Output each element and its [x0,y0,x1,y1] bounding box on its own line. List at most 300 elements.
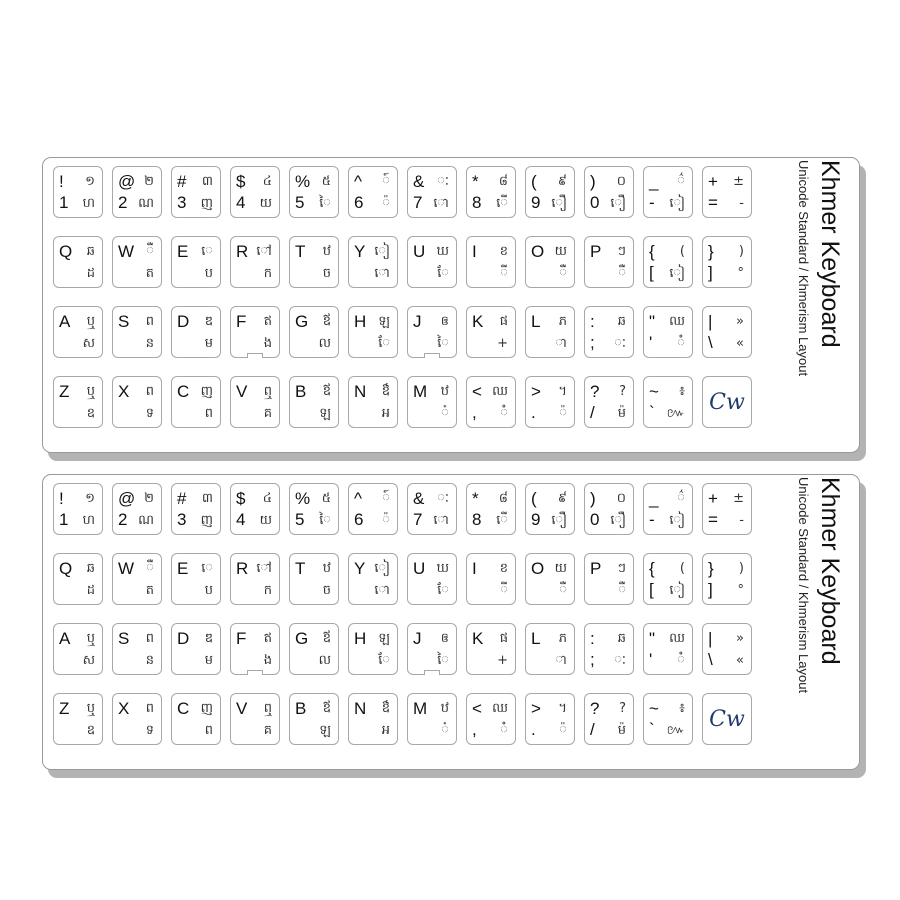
key-latin-upper: D [177,312,190,331]
key-sticker[interactable] [348,166,398,218]
key-latin-lower: 2 [118,510,128,529]
key-latin-lower: 0 [590,193,600,212]
key-latin-upper: ? [590,699,600,718]
key-khmer-shift: ± [733,491,744,506]
title-block [761,158,853,452]
key-latin-upper: % [295,172,311,191]
key-khmer-shift: ផ [499,631,508,646]
key-khmer-base: ស [82,336,95,351]
key-khmer-base: ៎ [441,406,449,421]
home-row-bump [247,353,263,358]
key-latin-upper: | [708,629,713,648]
key-latin-upper: " [649,629,656,648]
key-latin-lower: , [472,720,477,739]
key-khmer-shift: ៌ [677,491,685,506]
key-latin-upper: : [590,629,595,648]
key-sticker[interactable] [112,483,162,535]
key-khmer-shift: ៣ [201,174,213,189]
key-latin-lower: - [649,510,655,529]
key-sticker[interactable] [289,236,339,288]
key-latin-upper: W [118,559,135,578]
key-khmer-shift: ឈ [492,384,508,399]
key-sticker[interactable] [289,623,339,675]
key-latin-lower: = [708,510,718,529]
key-latin-lower: 1 [59,193,69,212]
key-sticker[interactable] [230,376,280,428]
key-sticker[interactable] [584,693,634,745]
key-sticker[interactable] [702,483,752,535]
key-khmer-base: យ [259,513,272,528]
key-latin-upper: V [236,382,248,401]
key-khmer-base: ° [737,583,744,598]
key-sticker[interactable] [702,236,752,288]
key-khmer-base: ល [318,336,331,351]
key-khmer-shift: ៖ [679,701,685,716]
key-latin-upper: X [118,699,130,718]
key-khmer-shift: ± [733,174,744,189]
key-khmer-base: ដ [86,266,95,281]
key-sticker[interactable] [466,376,516,428]
key-latin-lower: 1 [59,510,69,529]
key-khmer-base: ញ [200,513,213,528]
key-latin-lower: 7 [413,193,423,212]
key-sticker[interactable] [407,693,457,745]
key-sticker[interactable] [407,166,457,218]
key-latin-upper: S [118,312,130,331]
key-latin-lower: \ [708,650,713,669]
key-sticker[interactable] [348,376,398,428]
sheet-subtitle: Unicode Standard / Khmerism Layout [796,160,811,377]
key-khmer-base: ល [318,653,331,668]
key-sticker[interactable] [289,166,339,218]
key-khmer-base: ញ [200,196,213,211]
key-khmer-shift: ៨ [498,174,508,189]
key-sticker[interactable] [171,376,221,428]
key-sticker[interactable] [230,306,280,358]
key-latin-lower: 4 [236,193,246,212]
key-sticker[interactable] [466,483,516,535]
key-sticker[interactable] [289,553,339,605]
key-khmer-shift: ៅ [256,561,272,576]
key-sticker[interactable] [53,693,103,745]
key-khmer-shift: ឋ [322,561,331,576]
key-khmer-base: ៀ [669,196,685,211]
key-sticker[interactable] [230,693,280,745]
key-khmer-base: អ [381,723,390,738]
key-khmer-base: - [739,513,744,528]
key-khmer-shift: ៨ [498,491,508,506]
key-khmer-base: ី [500,266,508,281]
key-latin-upper: ! [59,489,64,508]
key-sticker[interactable] [112,166,162,218]
key-latin-lower: 6 [354,193,364,212]
key-sticker[interactable] [348,623,398,675]
key-latin-lower: 4 [236,510,246,529]
key-sticker[interactable] [525,236,575,288]
key-latin-upper: $ [236,172,246,191]
key-latin-upper: ( [531,489,537,508]
key-khmer-base: ឺ [618,583,626,598]
key-sticker[interactable] [643,693,693,745]
keyboard-sticker-sheet-2 [42,474,860,770]
key-latin-upper: H [354,629,367,648]
key-khmer-shift: ឈ [492,701,508,716]
key-khmer-shift: ០ [616,174,626,189]
key-sticker[interactable] [289,376,339,428]
key-latin-upper: < [472,382,482,401]
key-sticker[interactable] [53,623,103,675]
key-khmer-base: ៉ [382,196,390,211]
key-khmer-shift: ឌ [204,314,213,329]
key-khmer-shift: ឋ [322,244,331,259]
key-khmer-base: ឺ [559,583,567,598]
key-latin-upper: * [472,172,479,191]
key-khmer-shift: ឺ [146,244,154,259]
key-khmer-shift: ៥ [321,491,331,506]
key-khmer-base: ែ [378,336,390,351]
key-khmer-shift: ០ [616,491,626,506]
key-khmer-base: ម [204,336,213,351]
key-khmer-base: ត [145,266,154,281]
key-latin-upper: # [177,172,187,191]
key-khmer-shift: ៍ [382,174,390,189]
key-latin-lower: . [531,720,536,739]
keyboard-sticker-sheet-1 [42,157,860,453]
key-khmer-shift: ៍ [382,491,390,506]
key-sticker[interactable] [525,693,575,745]
key-sticker[interactable] [53,236,103,288]
key-latin-lower: ; [590,650,595,669]
key-khmer-base: ឿ [551,513,567,528]
key-khmer-shift: ឥ [263,631,272,646]
key-khmer-shift: ២ [144,491,154,506]
key-latin-upper: G [295,312,309,331]
key-sticker[interactable] [53,376,103,428]
key-khmer-shift: » [736,631,744,646]
key-sticker[interactable] [407,306,457,358]
key-khmer-base: ឿ [610,513,626,528]
key-khmer-shift: ៤ [262,491,272,506]
key-latin-upper: P [590,242,602,261]
key-sticker[interactable] [407,376,457,428]
key-khmer-shift: ឬ [86,631,95,646]
key-sticker[interactable] [112,376,162,428]
key-latin-upper: + [708,172,718,191]
key-khmer-base: ើ [496,196,508,211]
key-sticker[interactable] [289,693,339,745]
key-sticker[interactable] [466,623,516,675]
key-sticker[interactable] [53,553,103,605]
key-khmer-shift: ឡ [378,631,390,646]
key-sticker[interactable] [53,166,103,218]
key-sticker[interactable] [348,236,398,288]
key-khmer-base: ហ [82,513,95,528]
key-sticker[interactable] [584,376,634,428]
key-latin-upper: G [295,629,309,648]
key-sticker[interactable] [112,236,162,288]
key-latin-upper: ) [590,172,596,191]
key-khmer-shift: ៀ [374,244,390,259]
key-sticker[interactable] [702,553,752,605]
key-sticker[interactable] [466,166,516,218]
key-khmer-shift: ៈ [437,491,449,506]
key-sticker[interactable] [230,483,280,535]
key-khmer-shift: ឮ [263,701,272,716]
key-sticker[interactable] [525,306,575,358]
key-sticker[interactable] [643,306,693,358]
key-sticker[interactable] [407,623,457,675]
key-sticker[interactable] [230,553,280,605]
key-latin-upper: F [236,312,247,331]
key-khmer-base: ៉ [559,406,567,421]
key-latin-upper: + [708,489,718,508]
key-sticker[interactable] [584,553,634,605]
key-sticker[interactable] [171,483,221,535]
logo-key[interactable] [702,693,752,745]
key-khmer-shift: ) [738,244,744,259]
key-khmer-base: ទ [145,406,154,421]
key-khmer-shift: ឈ [669,631,685,646]
key-khmer-shift: ខ [499,561,508,576]
key-khmer-shift: ញ [200,384,213,399]
key-khmer-base: ប [204,266,213,281]
key-latin-upper: # [177,489,187,508]
key-khmer-shift: ( [679,244,685,259]
key-latin-lower: ] [708,580,713,599]
key-sticker[interactable] [230,166,280,218]
key-khmer-base: ៃ [437,653,449,668]
key-latin-lower: 8 [472,510,482,529]
key-khmer-shift: ឋ [440,701,449,716]
key-khmer-base: គ [263,406,272,421]
key-khmer-base: ត [145,583,154,598]
key-latin-upper: W [118,242,135,261]
key-khmer-base: ៉ [559,723,567,738]
key-sticker[interactable] [407,483,457,535]
key-sticker[interactable] [112,623,162,675]
key-sticker[interactable] [112,553,162,605]
key-sticker[interactable] [466,236,516,288]
key-sticker[interactable] [584,166,634,218]
key-sticker[interactable] [171,623,221,675]
key-sticker[interactable] [643,483,693,535]
key-sticker[interactable] [525,623,575,675]
key-sticker[interactable] [171,306,221,358]
key-khmer-base: ឧ [86,723,95,738]
key-latin-upper: > [531,382,541,401]
key-latin-lower: 5 [295,510,305,529]
key-khmer-shift: ៥ [321,174,331,189]
key-khmer-shift: ៈ [437,174,449,189]
key-sticker[interactable] [289,483,339,535]
logo-key[interactable] [702,376,752,428]
key-sticker[interactable] [171,236,221,288]
key-khmer-base: ឡ [319,406,331,421]
key-latin-upper: U [413,559,426,578]
key-khmer-base: ៚ [666,723,685,738]
key-sticker[interactable] [584,236,634,288]
key-sticker[interactable] [230,236,280,288]
key-khmer-base: ឺ [618,266,626,281]
sheet-title: Khmer Keyboard [816,477,844,665]
key-sticker[interactable] [525,553,575,605]
key-latin-upper: * [472,489,479,508]
key-sticker[interactable] [643,376,693,428]
key-sticker[interactable] [348,693,398,745]
key-latin-lower: 3 [177,193,187,212]
key-sticker[interactable] [643,166,693,218]
key-khmer-base: ី [500,583,508,598]
key-sticker[interactable] [171,166,221,218]
key-khmer-shift: ឬ [86,701,95,716]
key-khmer-base: ង [263,653,272,668]
key-latin-upper: & [413,172,425,191]
key-sticker[interactable] [348,306,398,358]
key-khmer-shift: ឳ [381,384,390,399]
key-latin-upper: Q [59,242,73,261]
key-latin-lower: / [590,403,595,422]
key-sticker[interactable] [584,623,634,675]
key-latin-upper: ^ [354,172,362,191]
key-khmer-base: ប [204,583,213,598]
key-sticker[interactable] [53,483,103,535]
key-khmer-shift: ) [738,561,744,576]
key-khmer-base: + [497,336,508,351]
key-latin-upper: E [177,242,189,261]
key-latin-upper: Z [59,382,70,401]
key-sticker[interactable] [230,623,280,675]
key-sticker[interactable] [348,483,398,535]
key-latin-lower: ' [649,333,653,352]
key-khmer-base: ឧ [86,406,95,421]
key-khmer-shift: ខ [499,244,508,259]
key-khmer-base: « [736,653,744,668]
key-latin-lower: . [531,403,536,422]
key-latin-upper: T [295,242,306,261]
key-sticker[interactable] [702,166,752,218]
key-khmer-base: ណ [138,513,154,528]
key-khmer-shift: ឆ [617,314,626,329]
key-sticker[interactable] [53,306,103,358]
key-latin-upper: V [236,699,248,718]
key-latin-upper: E [177,559,189,578]
sheet-title: Khmer Keyboard [816,160,844,348]
key-latin-upper: ~ [649,699,659,718]
key-khmer-base: - [739,196,744,211]
key-latin-upper: _ [649,489,659,508]
key-latin-lower: [ [649,580,654,599]
key-sticker[interactable] [584,306,634,358]
key-khmer-base: ច [322,583,331,598]
key-khmer-base: ែ [437,583,449,598]
key-latin-upper: S [118,629,130,648]
key-khmer-base: ែ [437,266,449,281]
key-sticker[interactable] [112,306,162,358]
key-khmer-base: ព [204,723,213,738]
key-latin-lower: ; [590,333,595,352]
key-sticker[interactable] [702,623,752,675]
key-latin-upper: ^ [354,489,362,508]
key-sticker[interactable] [525,376,575,428]
key-latin-upper: O [531,559,545,578]
key-latin-upper: L [531,312,541,331]
key-latin-lower: 9 [531,510,541,529]
key-sticker[interactable] [407,236,457,288]
key-khmer-shift: ។ [558,384,567,399]
key-latin-lower: 8 [472,193,482,212]
key-sticker[interactable] [643,553,693,605]
key-sticker[interactable] [289,306,339,358]
key-latin-upper: @ [118,489,136,508]
key-latin-upper: % [295,489,311,508]
key-latin-lower: ` [649,720,655,739]
key-latin-upper: A [59,629,71,648]
key-khmer-shift: យ [554,561,567,576]
key-sticker[interactable] [407,553,457,605]
key-khmer-shift: ឮ [263,384,272,399]
key-latin-upper: B [295,699,307,718]
key-khmer-shift: េ [201,244,213,259]
key-khmer-base: ៉ [382,513,390,528]
key-sticker[interactable] [171,553,221,605]
key-latin-upper: T [295,559,306,578]
key-sticker[interactable] [525,483,575,535]
key-khmer-shift: ៗ [617,244,626,259]
key-khmer-base: ឿ [610,196,626,211]
key-latin-upper: Y [354,242,366,261]
key-khmer-base: ំ [677,653,685,668]
key-khmer-base: យ [259,196,272,211]
key-sticker[interactable] [171,693,221,745]
key-sticker[interactable] [466,553,516,605]
key-latin-upper: L [531,629,541,648]
key-latin-lower: 7 [413,510,423,529]
key-latin-upper: R [236,242,249,261]
key-latin-upper: M [413,382,428,401]
key-sticker[interactable] [466,306,516,358]
key-khmer-base: ង [263,336,272,351]
key-sticker[interactable] [525,166,575,218]
key-latin-upper: A [59,312,71,331]
key-latin-upper: | [708,312,713,331]
key-latin-upper: X [118,382,130,401]
key-sticker[interactable] [702,306,752,358]
key-khmer-base: ោ [433,513,449,528]
key-latin-upper: & [413,489,425,508]
key-latin-upper: " [649,312,656,331]
key-latin-upper: D [177,629,190,648]
key-khmer-shift: ៩ [557,491,567,506]
key-sticker[interactable] [643,236,693,288]
home-row-bump [424,670,440,675]
key-sticker[interactable] [643,623,693,675]
key-latin-upper: _ [649,172,659,191]
key-khmer-shift: ៖ [679,384,685,399]
brand-logo-icon: Cw [709,389,745,415]
key-sticker[interactable] [112,693,162,745]
key-sticker[interactable] [466,693,516,745]
key-sticker[interactable] [348,553,398,605]
key-latin-upper: < [472,699,482,718]
key-khmer-base: ោ [433,196,449,211]
key-khmer-base: ន [145,653,154,668]
key-khmer-shift: ១ [85,491,95,506]
key-khmer-shift: ឈ [669,314,685,329]
key-latin-upper: } [708,242,714,261]
key-sticker[interactable] [584,483,634,535]
key-khmer-base: ៃ [437,336,449,351]
key-khmer-shift: ឳ [381,701,390,716]
